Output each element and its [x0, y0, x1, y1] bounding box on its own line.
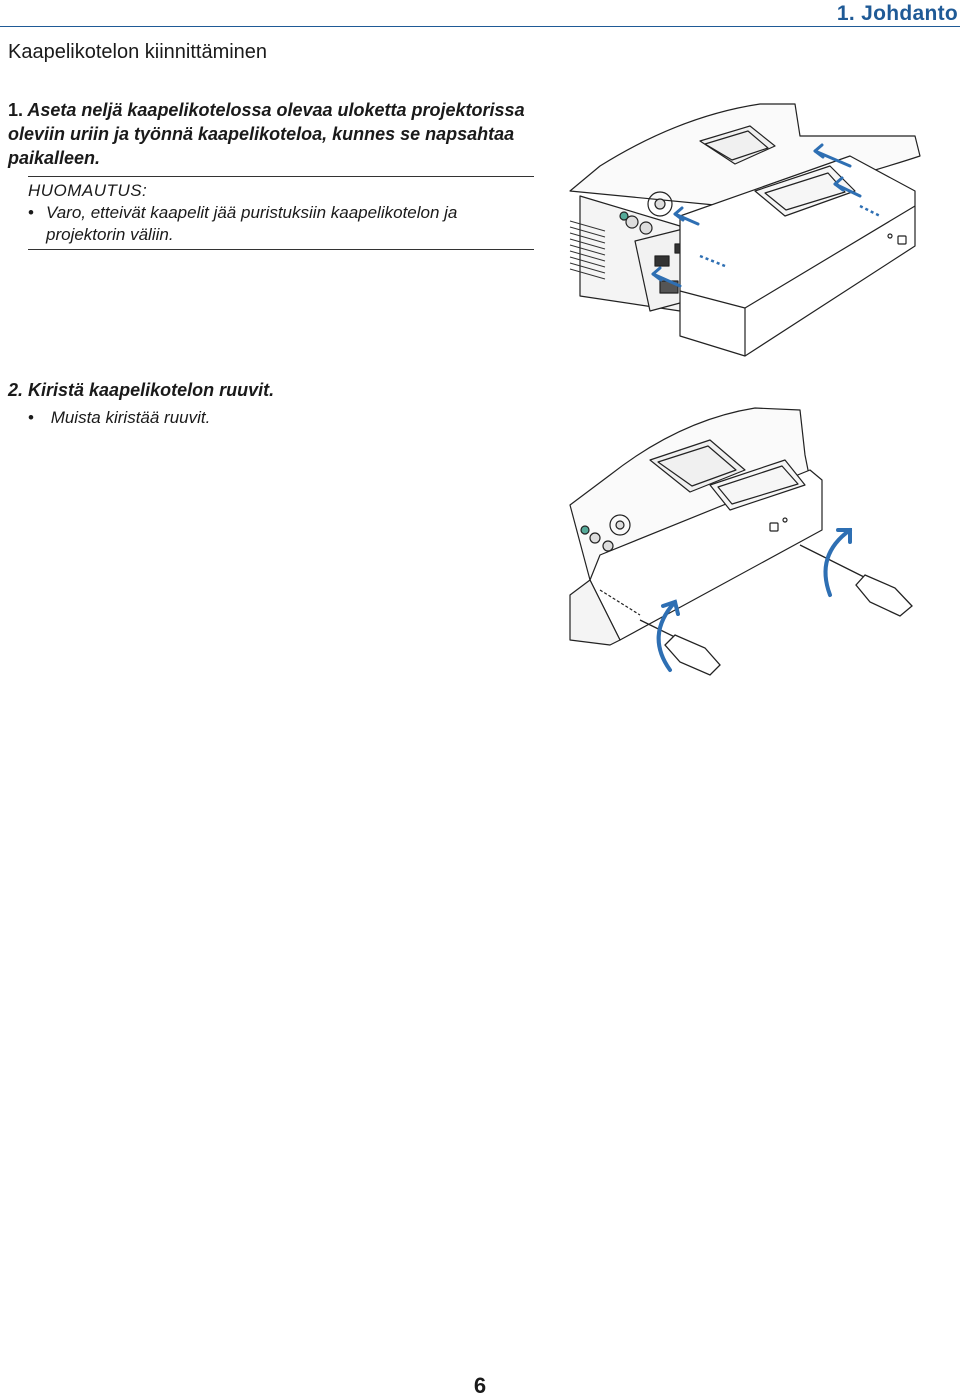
section-title: Kaapelikotelon kiinnittäminen — [8, 41, 268, 63]
note-box — [28, 176, 534, 250]
bullet-icon: • — [28, 408, 34, 427]
note-heading: HUOMAUTUS: — [28, 181, 148, 200]
note-item-text: Varo, etteivät kaapelit jää puristuksiin kaapelikotelon ja projektorin väliin. — [46, 203, 458, 244]
chapter-heading: 1. Johdanto — [836, 2, 958, 25]
step-2-item — [28, 408, 210, 428]
page-number: 6 — [473, 1373, 487, 1398]
header-divider — [0, 26, 960, 27]
step-2-item-text: Muista kiristää ruuvit. — [50, 408, 211, 427]
note-item — [28, 202, 534, 246]
illustration-tighten-screws — [560, 380, 960, 680]
step-2-title: 2. Kiristä kaapelikotelon ruuvit. — [8, 380, 275, 400]
step-1-text — [8, 98, 548, 170]
bullet-icon: • — [28, 203, 34, 222]
step-1-number: 1. — [8, 100, 24, 120]
illustration-attach-cable-cover — [560, 96, 960, 362]
step-1-instruction: Aseta neljä kaapelikotelossa olevaa uloketta projektorissa oleviin uriin ja työnnä kaapelikoteloa, kunnes se napsahtaa paikalleen. — [8, 100, 525, 168]
